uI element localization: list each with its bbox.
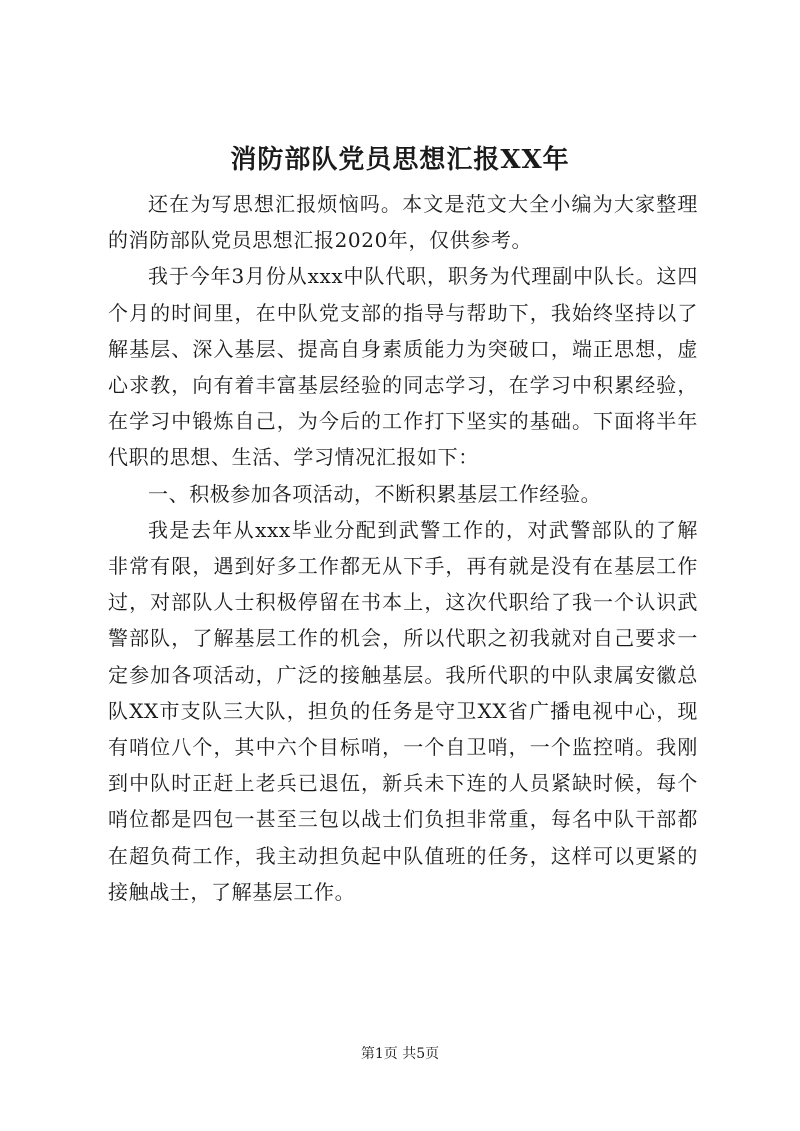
section-heading-1: 一、积极参加各项活动，不断积累基层工作经验。 bbox=[148, 481, 602, 506]
document-body bbox=[108, 186, 698, 910]
page-footer: 第1页 共5页 bbox=[360, 1046, 440, 1062]
paragraph-overview: 我于今年3月份从xxx中队代职，职务为代理副中队长。这四个月的时间里，在中队党支部的指导与帮助下，我始终坚持以了解基层、深入基层、提高自身素质能力为突破口，端正思想，虚心求教，向有着丰富基层经验的同志学习，在学习中积累经验，在学习中锻炼自己，为今后的工作打下坚实的基础。下面将半年代职的思想、生活、学习情况汇报如下： bbox=[108, 264, 698, 470]
paragraph-intro: 还在为写思想汇报烦恼吗。本文是范文大全小编为大家整理的消防部队党员思想汇报2020年，仅供参考。 bbox=[108, 192, 698, 253]
paragraph-section-1: 我是去年从xxx毕业分配到武警工作的，对武警部队的了解非常有限，遇到好多工作都无从下手，再有就是没有在基层工作过，对部队人士积极停留在书本上，这次代职给了我一个认识武警部队，了解基层工作的机会，所以代职之初我就对自己要求一定参加各项活动，广泛的接触基层。我所代职的中队隶属安徽总队XX市支队三大队，担负的任务是守卫XX省广播电视中心，现有哨位八个，其中六个目标哨，一个自卫哨，一个监控哨。我刚到中队时正赶上老兵已退伍，新兵未下连的人员紧缺时候，每个哨位都是四包一甚至三包以战士们负担非常重，每名中队干部都在超负荷工作，我主动担负起中队值班的任务，这样可以更紧的接触战士，了解基层工作。 bbox=[108, 517, 698, 904]
document-title: 消防部队党员思想汇报XX年 bbox=[230, 145, 570, 175]
